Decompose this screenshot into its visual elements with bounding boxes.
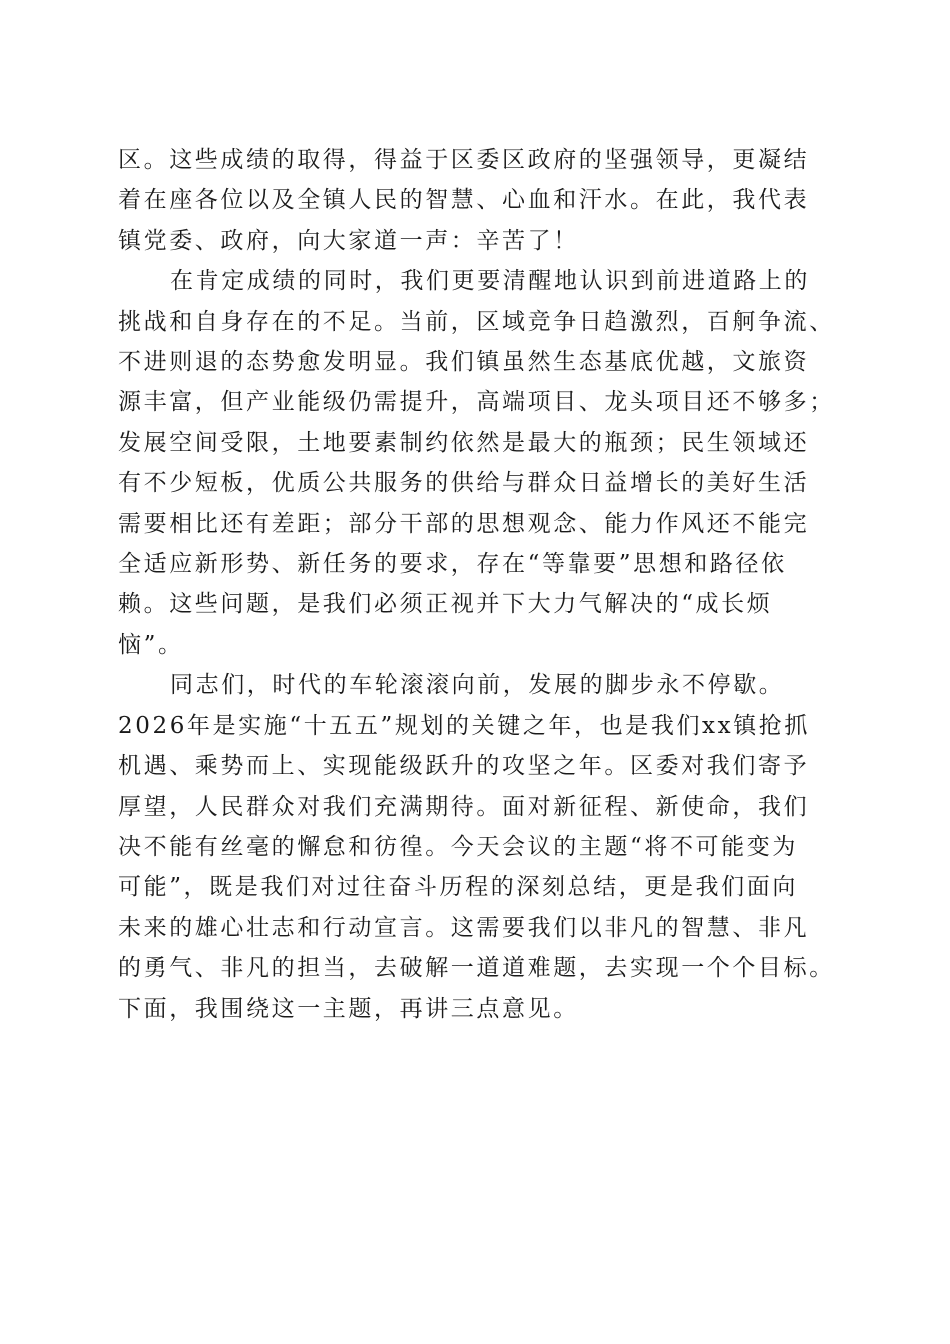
text-line: 厚望，人民群众对我们充满期待。面对新征程、新使命，我们	[118, 793, 810, 820]
text-line: 全适应新形势、新任务的要求，存在“等靠要”思想和路径依	[118, 551, 787, 578]
text-line: 下面，我围绕这一主题，再讲三点意见。	[118, 995, 579, 1022]
text-line: 机遇、乘势而上、实现能级跃升的攻坚之年。区委对我们寄予	[118, 753, 810, 780]
text-line: 恼”。	[118, 631, 184, 658]
paragraph-3	[118, 665, 835, 1029]
text-line: 决不能有丝毫的懈怠和彷徨。今天会议的主题“将不可能变为	[118, 833, 798, 860]
document-body	[118, 140, 835, 1029]
text-line: 在肯定成绩的同时，我们更要清醒地认识到前进道路上的	[170, 268, 810, 295]
text-line: 同志们，时代的车轮滚滚向前，发展的脚步永不停歇。	[170, 672, 785, 699]
text-line: 未来的雄心壮志和行动宣言。这需要我们以非凡的智慧、非凡	[118, 914, 810, 941]
text-line: 2026年是实施“十五五”规划的关键之年，也是我们xx镇抢抓	[118, 712, 810, 739]
text-line: 着在座各位以及全镇人民的智慧、心血和汗水。在此，我代表	[118, 187, 810, 214]
paragraph-1	[118, 140, 830, 261]
text-line: 不进则退的态势愈发明显。我们镇虽然生态基底优越，文旅资	[118, 349, 810, 376]
text-line: 赖。这些问题，是我们必须正视并下大力气解决的“成长烦	[118, 591, 773, 618]
paragraph-2	[118, 261, 835, 665]
text-line: 镇党委、政府，向大家道一声：辛苦了！	[118, 227, 579, 254]
text-line: 发展空间受限，土地要素制约依然是最大的瓶颈；民生领域还	[118, 429, 810, 456]
text-line: 需要相比还有差距；部分干部的思想观念、能力作风还不能完	[118, 510, 810, 537]
text-line: 可能”，既是我们对过往奋斗历程的深刻总结，更是我们面向	[118, 874, 798, 901]
text-line: 挑战和自身存在的不足。当前，区域竞争日趋激烈，百舸争流、	[118, 308, 835, 335]
text-line: 区。这些成绩的取得，得益于区委区政府的坚强领导，更凝结	[118, 147, 810, 173]
text-line: 有不少短板，优质公共服务的供给与群众日益增长的美好生活	[118, 470, 810, 497]
text-line: 源丰富，但产业能级仍需提升，高端项目、龙头项目还不够多；	[118, 389, 835, 416]
text-line: 的勇气、非凡的担当，去破解一道道难题，去实现一个个目标。	[118, 955, 835, 982]
